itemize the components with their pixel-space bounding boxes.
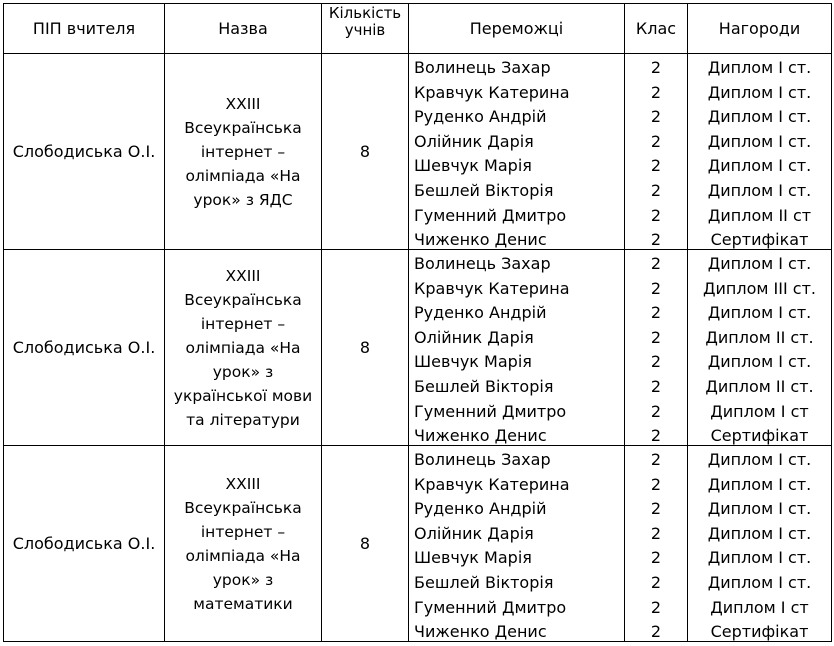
winner-name: Олійник Дарія bbox=[414, 523, 534, 543]
winner-award: Диплом І ст. bbox=[707, 523, 812, 543]
awards-cell bbox=[688, 250, 832, 446]
winner-name: Шевчук Марія bbox=[414, 352, 532, 372]
header-grade: Клас bbox=[625, 4, 688, 54]
winner-award: Диплом І ст. bbox=[707, 474, 812, 494]
winner-name: Волинець Захар bbox=[414, 450, 551, 469]
winner-grade: 2 bbox=[650, 131, 662, 151]
winner-name: Бешлей Вікторія bbox=[414, 376, 554, 396]
winner-grade: 2 bbox=[650, 327, 662, 347]
winner-grade: 2 bbox=[650, 401, 662, 421]
winner-grade: 2 bbox=[650, 352, 662, 372]
header-row bbox=[4, 4, 832, 54]
teacher-cell-text: Слободиська О.І. bbox=[12, 533, 156, 553]
winners-cell bbox=[409, 250, 625, 446]
teacher-cell bbox=[4, 250, 165, 446]
header-count bbox=[322, 4, 409, 54]
teacher-cell bbox=[4, 54, 165, 250]
winner-award: Сертифікат bbox=[710, 426, 809, 446]
grades-cell bbox=[625, 446, 688, 642]
winner-grade: 2 bbox=[650, 180, 662, 200]
awards-cell bbox=[688, 54, 832, 250]
winner-award: Диплом ІІІ ст. bbox=[703, 278, 816, 298]
winner-name: Руденко Андрій bbox=[414, 303, 547, 323]
olympiad-title-cell-text: XXIII Всеукраїнська інтернет – олімпіада «На урок» з ЯДС bbox=[184, 94, 302, 209]
student-count-cell-text: 8 bbox=[359, 141, 371, 161]
header-winners: Переможці bbox=[409, 4, 625, 54]
olympiad-title-cell bbox=[165, 446, 322, 642]
winner-name: Чиженко Денис bbox=[414, 622, 547, 642]
winner-award: Диплом І ст. bbox=[707, 82, 812, 102]
winner-name: Гуменний Дмитро bbox=[414, 597, 567, 617]
grades-cell bbox=[625, 250, 688, 446]
winner-grade: 2 bbox=[650, 230, 662, 250]
winner-grade: 2 bbox=[650, 572, 662, 592]
winner-name: Руденко Андрій bbox=[414, 499, 547, 519]
winner-name: Олійник Дарія bbox=[414, 131, 534, 151]
winner-grade: 2 bbox=[650, 107, 662, 127]
winner-name: Кравчук Катерина bbox=[414, 474, 570, 494]
winner-name: Руденко Андрій bbox=[414, 107, 547, 127]
winner-grade: 2 bbox=[650, 499, 662, 519]
header-teacher: ПІП вчителя bbox=[4, 4, 165, 54]
table-body bbox=[4, 54, 832, 642]
winner-grade: 2 bbox=[650, 597, 662, 617]
student-count-cell-text: 8 bbox=[359, 533, 371, 553]
winner-name: Чиженко Денис bbox=[414, 426, 547, 446]
winner-award: Диплом І ст. bbox=[707, 303, 812, 323]
winner-award: Диплом ІІ ст. bbox=[705, 327, 814, 347]
teacher-cell-text: Слободиська О.І. bbox=[12, 337, 156, 357]
winner-award: Диплом І ст. bbox=[707, 572, 812, 592]
grades-cell bbox=[625, 54, 688, 250]
winner-name: Бешлей Вікторія bbox=[414, 572, 554, 592]
winner-award: Диплом І ст. bbox=[707, 352, 812, 372]
olympiad-title-cell-text: XXIII Всеукраїнська інтернет – олімпіада «На урок» з української мови та літератури bbox=[173, 266, 313, 429]
winner-award: Диплом ІІ ст. bbox=[705, 376, 814, 396]
winner-grade: 2 bbox=[650, 523, 662, 543]
winner-award: Диплом І ст. bbox=[707, 107, 812, 127]
winner-award: Диплом І ст. bbox=[707, 156, 812, 176]
winner-grade: 2 bbox=[650, 278, 662, 298]
winner-name: Шевчук Марія bbox=[414, 548, 532, 568]
results-table bbox=[3, 3, 832, 642]
winner-name: Кравчук Катерина bbox=[414, 278, 570, 298]
winner-grade: 2 bbox=[650, 156, 662, 176]
winner-name: Волинець Захар bbox=[414, 58, 551, 77]
table-row bbox=[4, 54, 832, 250]
winner-award: Диплом І ст. bbox=[707, 180, 812, 200]
winner-grade: 2 bbox=[650, 376, 662, 396]
winner-name: Чиженко Денис bbox=[414, 230, 547, 250]
table-row bbox=[4, 446, 832, 642]
header-awards: Нагороди bbox=[688, 4, 832, 54]
winner-grade: 2 bbox=[650, 58, 662, 77]
winner-award: Диплом І ст bbox=[710, 597, 809, 617]
winner-award: Диплом І ст. bbox=[707, 548, 812, 568]
winner-name: Кравчук Катерина bbox=[414, 82, 570, 102]
winner-name: Бешлей Вікторія bbox=[414, 180, 554, 200]
winner-grade: 2 bbox=[650, 474, 662, 494]
student-count-cell-text: 8 bbox=[359, 337, 371, 357]
winner-grade: 2 bbox=[650, 622, 662, 642]
winner-grade: 2 bbox=[650, 205, 662, 225]
winner-name: Гуменний Дмитро bbox=[414, 401, 567, 421]
winner-grade: 2 bbox=[650, 450, 662, 469]
winner-name: Волинець Захар bbox=[414, 254, 551, 273]
header-count-line1: Кількість bbox=[328, 4, 402, 22]
winner-name: Шевчук Марія bbox=[414, 156, 532, 176]
winner-award: Диплом І ст. bbox=[707, 131, 812, 151]
winner-grade: 2 bbox=[650, 303, 662, 323]
winner-grade: 2 bbox=[650, 426, 662, 446]
winner-award: Диплом І ст. bbox=[707, 58, 812, 77]
winner-award: Диплом І ст bbox=[710, 401, 809, 421]
winners-cell bbox=[409, 54, 625, 250]
winner-award: Диплом І ст. bbox=[707, 450, 812, 469]
winner-award: Диплом ІІ ст bbox=[707, 205, 812, 225]
header-count-line2: учнів bbox=[344, 21, 386, 39]
winners-cell bbox=[409, 446, 625, 642]
teacher-cell-text: Слободиська О.І. bbox=[12, 141, 156, 161]
winner-grade: 2 bbox=[650, 82, 662, 102]
olympiad-title-cell bbox=[165, 250, 322, 446]
winner-name: Гуменний Дмитро bbox=[414, 205, 567, 225]
winner-award: Сертифікат bbox=[710, 230, 809, 250]
winner-grade: 2 bbox=[650, 548, 662, 568]
student-count-cell bbox=[322, 446, 409, 642]
winner-award: Диплом І ст. bbox=[707, 499, 812, 519]
teacher-cell bbox=[4, 446, 165, 642]
winner-name: Олійник Дарія bbox=[414, 327, 534, 347]
student-count-cell bbox=[322, 250, 409, 446]
winner-grade: 2 bbox=[650, 254, 662, 273]
table-row bbox=[4, 250, 832, 446]
winner-award: Сертифікат bbox=[710, 622, 809, 642]
student-count-cell bbox=[322, 54, 409, 250]
winner-award: Диплом І ст. bbox=[707, 254, 812, 273]
olympiad-title-cell bbox=[165, 54, 322, 250]
awards-cell bbox=[688, 446, 832, 642]
header-title: Назва bbox=[165, 4, 322, 54]
olympiad-title-cell-text: XXIII Всеукраїнська інтернет – олімпіада «На урок» з математики bbox=[184, 474, 302, 613]
